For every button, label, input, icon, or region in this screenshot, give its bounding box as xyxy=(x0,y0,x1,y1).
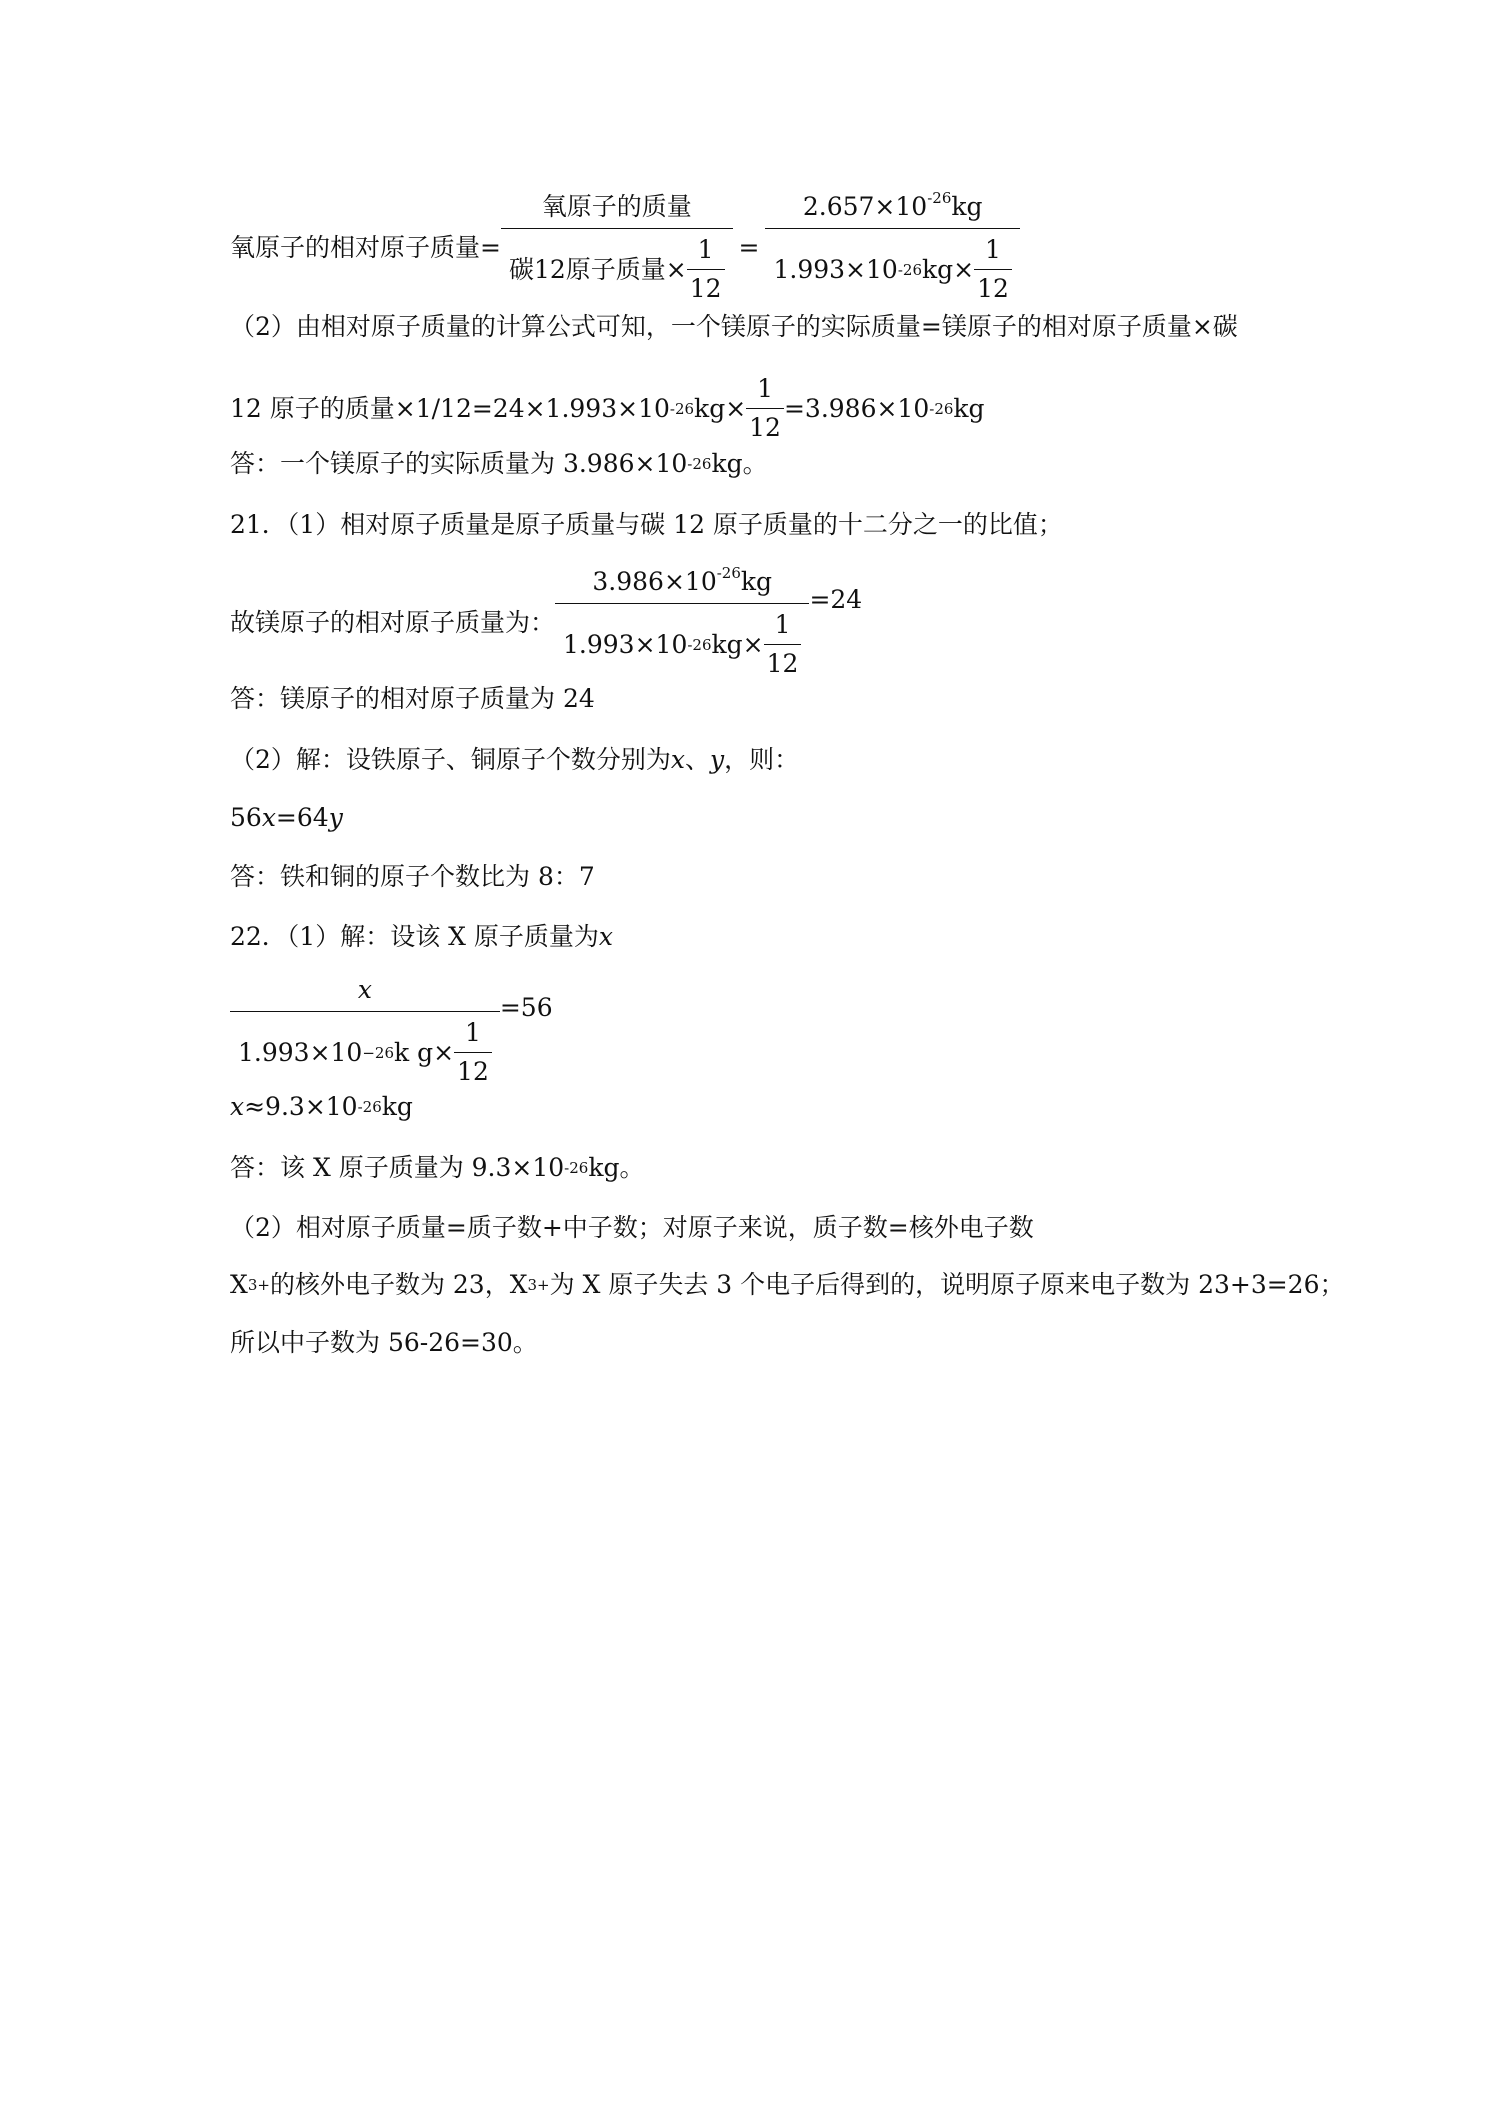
answer-line: 答：镁原子的相对原子质量为 24 xyxy=(230,684,595,713)
one-twelfth-fraction xyxy=(454,1016,492,1089)
unit: kg xyxy=(953,393,985,423)
calc-text: 12 原子的质量×1/12=24×1.993×10 xyxy=(230,393,670,423)
x-mass-fraction xyxy=(230,973,500,1089)
question-text: 22．（1）解：设该 X 原子质量为 xyxy=(230,922,599,951)
electron-explanation-line: X 3+ 的核外电子数为 23，X 3+ 为 X 原子失去 3 个电子后得到的，说明原子原来电子数为 23+3=26； xyxy=(230,1268,1345,1302)
fraction-one: 1 xyxy=(465,1018,481,1047)
oxygen-fraction-1-denominator xyxy=(501,228,733,306)
explanation-text: 的核外电子数为 23，X xyxy=(269,1270,528,1299)
text-line: 所以中子数为 56-26=30。 xyxy=(230,1328,538,1357)
x-mass-equation-line xyxy=(230,973,553,1089)
ion-symbol: X xyxy=(230,1270,248,1299)
formula-prefix: 故镁原子的相对原子质量为： xyxy=(230,608,556,637)
equals-sign: = xyxy=(738,233,760,262)
oxygen-mass-value: 2.657×10 xyxy=(802,192,928,221)
oxygen-formula-line xyxy=(230,190,1020,306)
magnesium-fraction xyxy=(555,565,809,681)
fraction-twelve: 12 xyxy=(746,408,784,445)
answer-text: kg。 xyxy=(711,449,768,478)
coefficient: =64 xyxy=(275,803,329,832)
mass-value: 3.986×10 xyxy=(592,567,717,596)
carbon-mass-value: 1.993×10 xyxy=(563,629,688,659)
calc-text: =3.986×10 xyxy=(783,393,930,423)
coefficient: 56 xyxy=(230,803,262,832)
solution-text: （2）解：设铁原子、铜原子个数分别为 xyxy=(230,745,671,774)
solution-text: ，则： xyxy=(724,745,800,774)
unit: kg xyxy=(951,192,983,221)
oxygen-fraction-2-numerator xyxy=(795,190,991,228)
fraction-twelve: 12 xyxy=(974,269,1012,306)
answer-line: 答：铁和铜的原子个数比为 8：7 xyxy=(230,862,595,891)
magnesium-fraction-numerator xyxy=(584,565,780,603)
x-result-line: x ≈9.3×10 -26 kg xyxy=(230,1090,413,1124)
exponent: -26 xyxy=(927,189,952,207)
exponent: -26 xyxy=(716,564,741,582)
variable-y: y xyxy=(710,745,725,774)
fraction-twelve: 12 xyxy=(454,1052,492,1089)
unit: kg xyxy=(740,567,773,596)
calc-text: kg× xyxy=(694,393,747,423)
answer-line: 答：一个镁原子的实际质量为 3.986×10 -26 kg。 xyxy=(230,447,768,481)
fraction-one: 1 xyxy=(697,235,714,264)
unit: kg xyxy=(381,1092,413,1121)
answer-text: kg。 xyxy=(588,1153,645,1182)
magnesium-mass-calc-line: 12 原子的质量×1/12=24×1.993×10 -26 kg× $\frac{1}{12}$ =3.986×10 -26 kg xyxy=(230,372,985,445)
result-text: ≈9.3×10 xyxy=(244,1092,358,1121)
variable-x: x xyxy=(670,745,686,774)
answer-line: 答：该 X 原子质量为 9.3×10 -26 kg。 xyxy=(230,1151,644,1185)
result-value: =56 xyxy=(499,993,553,1022)
unit: kg× xyxy=(921,254,975,284)
oxygen-fraction-2 xyxy=(765,190,1019,306)
variable-y: y xyxy=(328,803,343,832)
separator: 、 xyxy=(685,745,711,774)
unit: kg× xyxy=(711,629,764,659)
one-twelfth-fraction xyxy=(974,233,1012,306)
fraction-twelve: 12 xyxy=(687,269,725,306)
carbon-mass-value: 1.993×10 xyxy=(238,1037,363,1067)
one-twelfth-fraction xyxy=(687,233,725,306)
text-line: （2）由相对原子质量的计算公式可知，一个镁原子的实际质量=镁原子的相对原子质量×碳 xyxy=(230,312,1238,341)
variable-x: x xyxy=(230,1092,245,1121)
one-twelfth-fraction xyxy=(746,372,784,445)
oxygen-fraction-1 xyxy=(501,190,733,306)
equation-line xyxy=(230,801,343,835)
text-line: （2）相对原子质量=质子数+中子数；对原子来说，质子数=核外电子数 xyxy=(230,1213,1034,1242)
question-22-line xyxy=(230,920,613,954)
magnesium-relative-mass-line xyxy=(230,565,862,681)
unit: k g× xyxy=(394,1037,455,1067)
carbon-mass-text: 碳12原子质量× xyxy=(508,254,687,284)
explanation-text: 为 X 原子失去 3 个电子后得到的，说明原子原来电子数为 23+3=26； xyxy=(549,1270,1345,1299)
result-value: =24 xyxy=(809,585,863,614)
fraction-twelve: 12 xyxy=(764,644,802,681)
oxygen-fraction-1-numerator: 氧原子的质量 xyxy=(541,192,692,221)
oxygen-fraction-2-denominator: 1.993×10 -26 kg× $\frac{1}{12}$ xyxy=(765,228,1019,306)
magnesium-fraction-denominator: 1.993×10 -26 kg× $\frac{1}{12}$ xyxy=(555,603,809,681)
fraction-one: 1 xyxy=(757,374,774,403)
fraction-one: 1 xyxy=(774,610,791,639)
variable-x: x xyxy=(261,803,276,832)
variable-x: x xyxy=(357,975,372,1004)
one-twelfth-fraction xyxy=(764,608,802,681)
x-mass-fraction-denominator: 1.993×10 −26 k g× $\frac{1}{12}$ xyxy=(230,1011,500,1089)
carbon-mass-value: 1.993×10 xyxy=(773,254,898,284)
solution-setup-line xyxy=(230,743,799,777)
oxygen-formula-prefix: 氧原子的相对原子质量= xyxy=(230,233,501,262)
question-21-line: 21．（1）相对原子质量是原子质量与碳 12 原子质量的十二分之一的比值； xyxy=(230,510,1063,539)
variable-x: x xyxy=(598,922,614,951)
answer-text: 答：该 X 原子质量为 9.3×10 xyxy=(230,1153,565,1182)
answer-text: 答：一个镁原子的实际质量为 3.986×10 xyxy=(230,449,688,478)
fraction-one: 1 xyxy=(985,235,1001,264)
